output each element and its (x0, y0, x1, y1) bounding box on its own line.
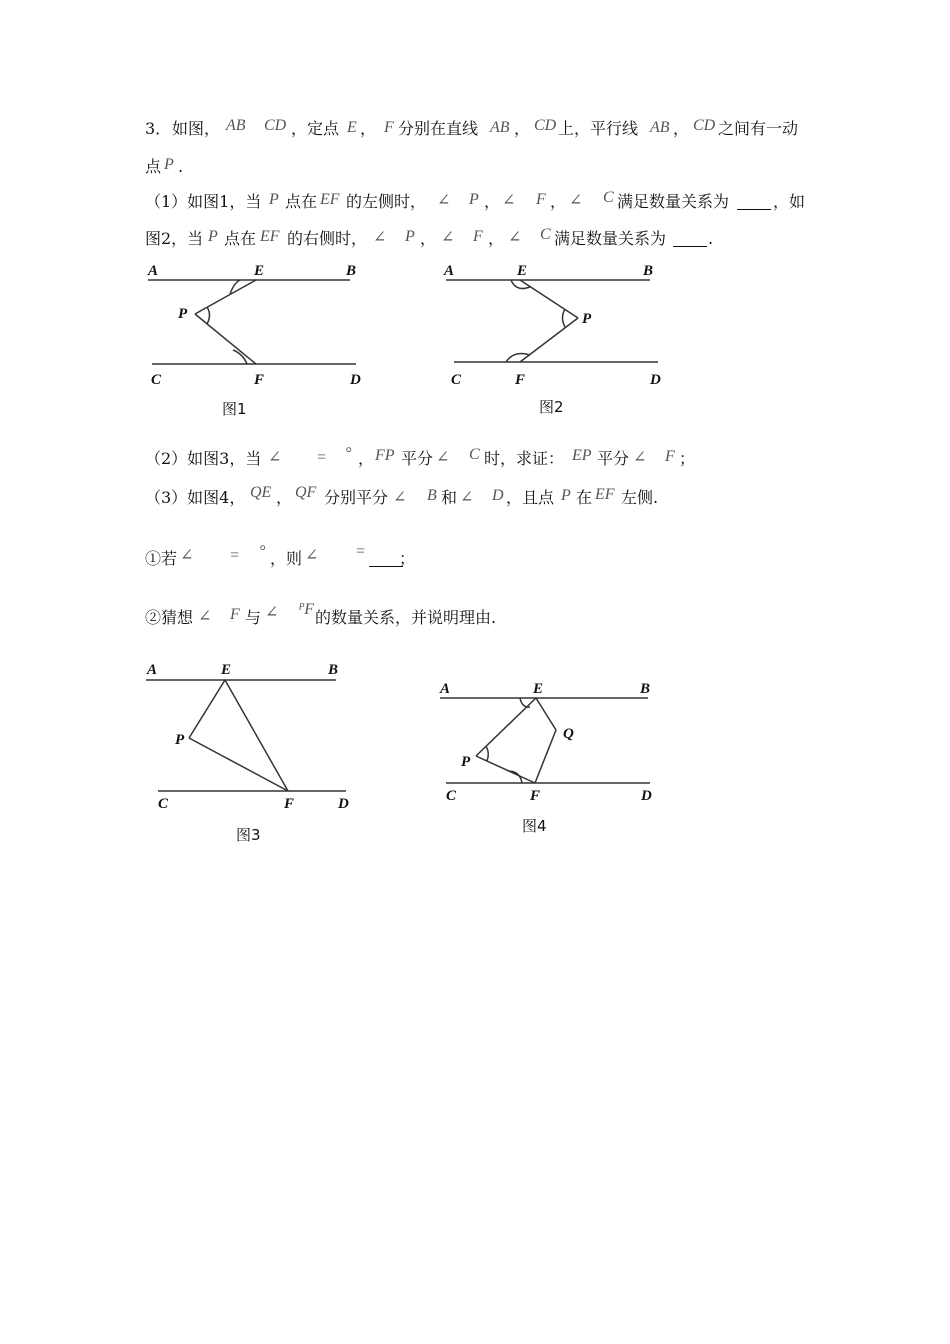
text: 满足数量关系为 (617, 192, 730, 211)
figure-caption: 图4 (522, 817, 547, 835)
math-angle: ∠ (436, 449, 450, 466)
math-f: F (384, 119, 394, 136)
text: 左侧. (621, 488, 659, 507)
label-b: B (328, 662, 339, 678)
math-f: F (536, 191, 546, 208)
text: 点 (145, 157, 162, 176)
label-d: D (641, 788, 652, 804)
label-c: C (451, 372, 462, 388)
text: ， (514, 119, 531, 138)
math-degree: ° (345, 445, 352, 462)
text: （2）如图3，当 (145, 449, 262, 468)
label-p: P (178, 306, 188, 322)
math-ef: EF (260, 228, 280, 245)
angle-arc-f (508, 771, 522, 783)
text: 满足数量关系为 (554, 229, 667, 248)
figure-caption: 图2 (539, 398, 564, 416)
text: ， (550, 192, 567, 211)
math-pf: ᴾF (298, 601, 315, 618)
text: 点在 (224, 229, 257, 248)
label-b: B (346, 263, 357, 279)
label-d: D (650, 372, 661, 388)
segment-eq (536, 698, 556, 730)
text: 平分 (401, 449, 434, 468)
math-ab: AB (650, 119, 670, 136)
label-e: E (517, 263, 528, 279)
label-b: B (640, 681, 651, 697)
math-f: F (473, 228, 483, 245)
math-fp: FP (375, 447, 395, 464)
text: 上，平行线 (558, 119, 639, 138)
math-p: P (561, 487, 571, 504)
math-p: P (164, 156, 174, 173)
text: ①若 (145, 549, 178, 568)
math-d: D (492, 487, 504, 504)
math-angle: ∠ (268, 449, 282, 466)
math-e: E (347, 119, 357, 136)
label-e: E (221, 662, 232, 678)
text: 的右侧时， (287, 229, 368, 248)
math-ep: EP (572, 447, 592, 464)
math-angle: ∠ (180, 547, 194, 564)
math-angle: ∠ (460, 489, 474, 506)
math-b: B (427, 487, 437, 504)
math-f: F (230, 606, 240, 623)
text: . (708, 229, 714, 248)
text: ， (420, 229, 437, 248)
math-angle: ∠ (393, 489, 407, 506)
math-angle: ∠ (305, 547, 319, 564)
math-ab: AB (490, 119, 510, 136)
label-a: A (147, 662, 158, 678)
label-c: C (151, 372, 162, 388)
label-p: P (461, 754, 471, 770)
text: 平分 (597, 449, 630, 468)
text: ， (673, 119, 690, 138)
math-p: P (405, 228, 415, 245)
label-p: P (582, 311, 592, 327)
text: ， (276, 488, 293, 507)
text: 分别在直线 (398, 119, 479, 138)
label-a: A (148, 263, 159, 279)
text: 的数量关系，并说明理由. (315, 608, 497, 627)
text: 的左侧时， (346, 192, 427, 211)
text: 如图， (172, 119, 221, 138)
text: 时，求证： (484, 449, 565, 468)
math-cd: CD (264, 117, 287, 134)
label-c: C (158, 796, 169, 812)
text: 分别平分 (324, 488, 389, 507)
text: 点在 (285, 192, 318, 211)
segment-pf (476, 756, 535, 783)
math-c: C (603, 189, 614, 206)
math-angle: ∠ (569, 192, 583, 209)
math-equals: = (355, 543, 366, 560)
math-angle: ∠ (633, 449, 647, 466)
segment-ep (189, 680, 225, 738)
math-c: C (540, 226, 551, 243)
label-f: F (530, 788, 541, 804)
label-d: D (338, 796, 349, 812)
text: （3）如图4， (145, 488, 246, 507)
label-b: B (643, 263, 654, 279)
math-ef: EF (320, 191, 340, 208)
figure-caption: 图3 (236, 826, 261, 844)
angle-arc-p (486, 746, 488, 761)
text: 之间有一动 (718, 119, 799, 138)
text: . (178, 157, 184, 176)
label-d: D (350, 372, 361, 388)
text: ，且点 (506, 488, 555, 507)
label-q: Q (563, 726, 574, 742)
segment-qf (535, 730, 556, 783)
math-c: C (469, 446, 480, 463)
label-f: F (284, 796, 295, 812)
math-qf: QF (295, 484, 317, 501)
text: ； (679, 449, 696, 468)
math-ef: EF (595, 486, 615, 503)
text: 在 (576, 488, 593, 507)
figure-caption: 图1 (222, 400, 247, 418)
math-angle: ∠ (373, 229, 387, 246)
math-angle: ∠ (265, 604, 279, 621)
math-angle: ∠ (502, 192, 516, 209)
label-a: A (440, 681, 451, 697)
text: 图2，当 (145, 229, 204, 248)
label-f: F (254, 372, 265, 388)
math-qe: QE (250, 484, 272, 501)
text: ， (360, 119, 377, 138)
text: ，则 (270, 549, 303, 568)
problem-number: 3． (145, 119, 172, 138)
text: ②猜想 (145, 608, 194, 627)
math-p: P (469, 191, 479, 208)
label-p: P (175, 732, 185, 748)
label-f: F (515, 372, 526, 388)
math-angle: ∠ (198, 608, 212, 625)
math-angle: ∠ (437, 192, 451, 209)
figure-4 (439, 681, 652, 835)
text: ，定点 (291, 119, 340, 138)
label-c: C (446, 788, 457, 804)
text: 与 (245, 608, 262, 627)
text: ， (488, 229, 505, 248)
math-angle: ∠ (441, 229, 455, 246)
text: ，如 (773, 192, 806, 211)
math-p: P (269, 191, 279, 208)
text: ， (484, 192, 501, 211)
math-degree: ° (259, 543, 266, 560)
text: （1）如图1，当 (145, 192, 262, 211)
text: ， (358, 449, 375, 468)
math-f: F (665, 448, 675, 465)
math-equals: = (229, 547, 240, 564)
math-cd: CD (693, 117, 716, 134)
math-cd: CD (534, 117, 557, 134)
math-ab: AB (226, 117, 246, 134)
text: 和 (441, 488, 458, 507)
label-e: E (533, 681, 544, 697)
math-equals: = (316, 449, 327, 466)
label-a: A (444, 263, 455, 279)
text: ； (399, 549, 416, 568)
figure-3 (146, 662, 349, 844)
label-e: E (254, 263, 265, 279)
math-angle: ∠ (508, 229, 522, 246)
math-p: P (208, 228, 218, 245)
